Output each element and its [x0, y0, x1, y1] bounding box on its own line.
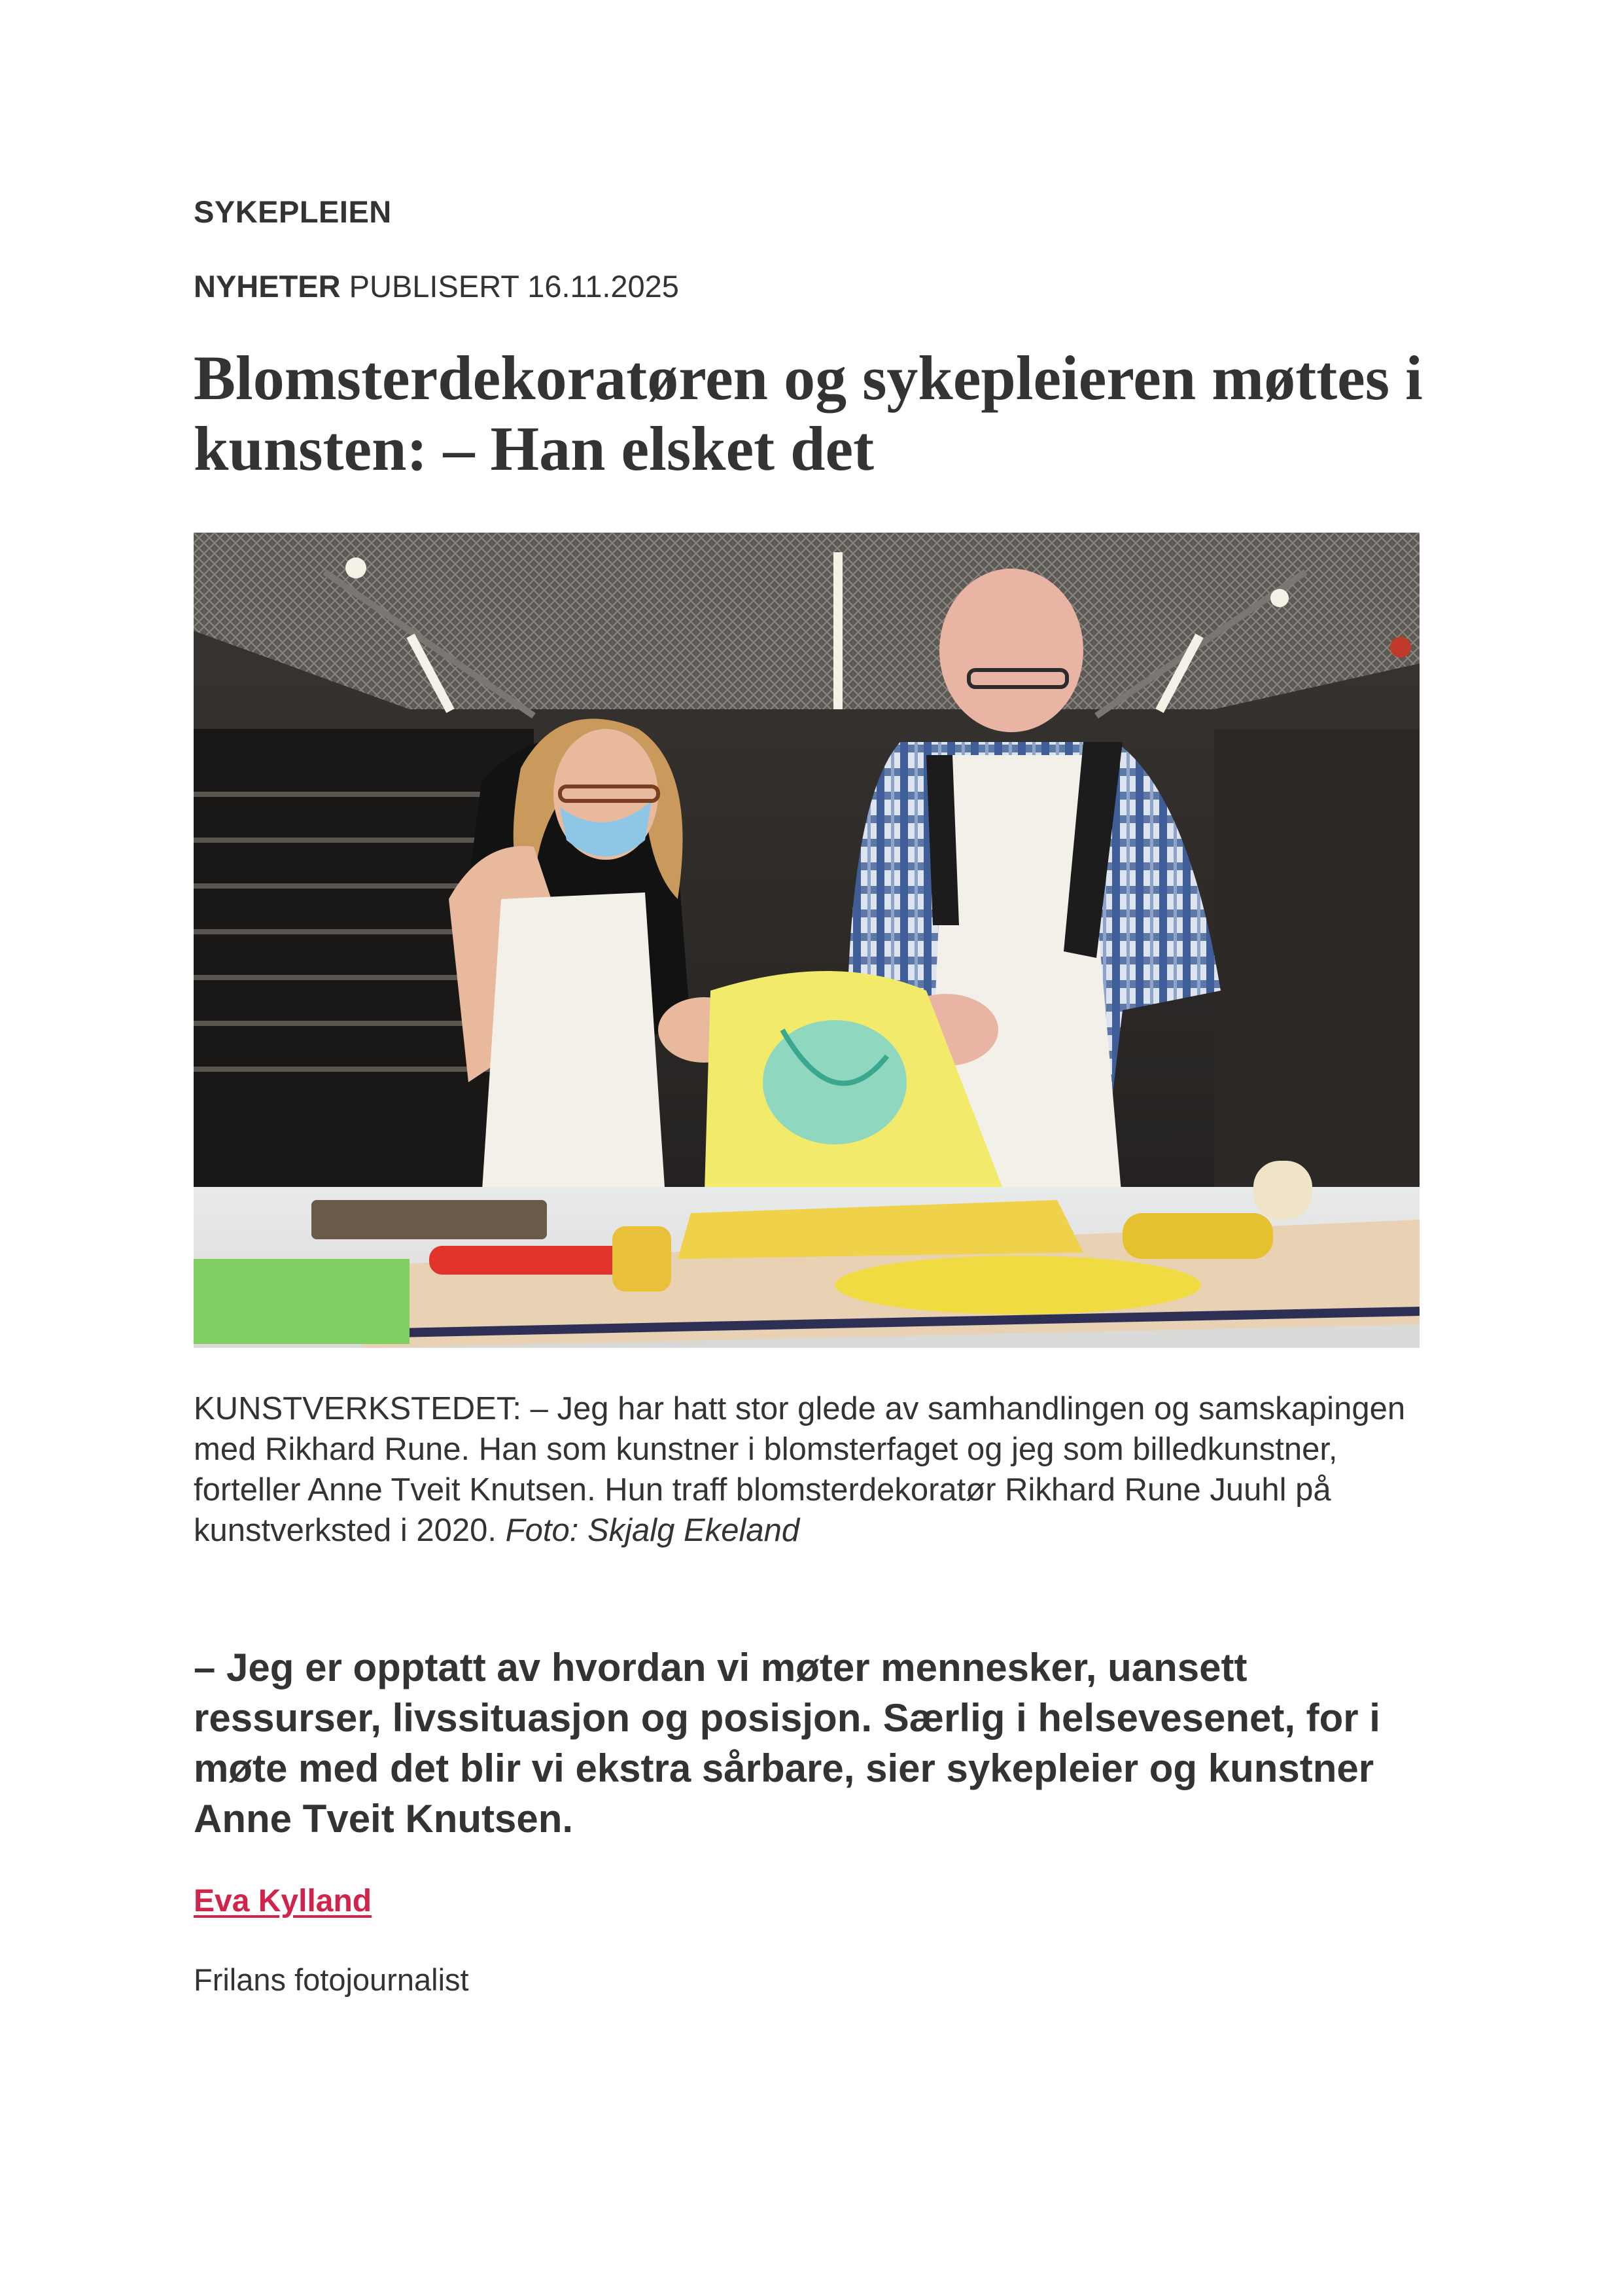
published-date: PUBLISERT 16.11.2025 — [349, 269, 679, 304]
author-link[interactable]: Eva Kylland — [194, 1884, 372, 1918]
article-title: Blomsterdekoratøren og sykepleieren møttes i kunsten: – Han elsket det — [194, 343, 1423, 484]
category-label: NYHETER — [194, 269, 341, 304]
article-lead: – Jeg er opptatt av hvordan vi møter mennesker, uansett ressurser, livssituasjon og posisjon. Særlig i helsevesenet, for i møte med det blir vi ekstra sårbare, sier sykepleier og kunstner Anne Tveit Knutsen. — [194, 1646, 1380, 1841]
article-meta — [194, 268, 679, 304]
caption-text: KUNSTVERKSTEDET: – Jeg har hatt stor glede av samhandlingen og samskapingen med Rikhard Rune. Han som kunstner i blomsterfaget og jeg som billedkunstner, forteller Anne Tveit Knutsen. Hun traff blomsterdekoratør Rikhard Rune Juuhl på kunstverksted i 2020. — [194, 1391, 1406, 1548]
article-photo — [194, 533, 1420, 1348]
photo-credit: Foto: Skjalg Ekeland — [505, 1513, 800, 1548]
author-role: Frilans fotojournalist — [194, 1962, 469, 1997]
site-name: SYKEPLEIEN — [194, 194, 392, 229]
photo-caption — [194, 1388, 1423, 1551]
